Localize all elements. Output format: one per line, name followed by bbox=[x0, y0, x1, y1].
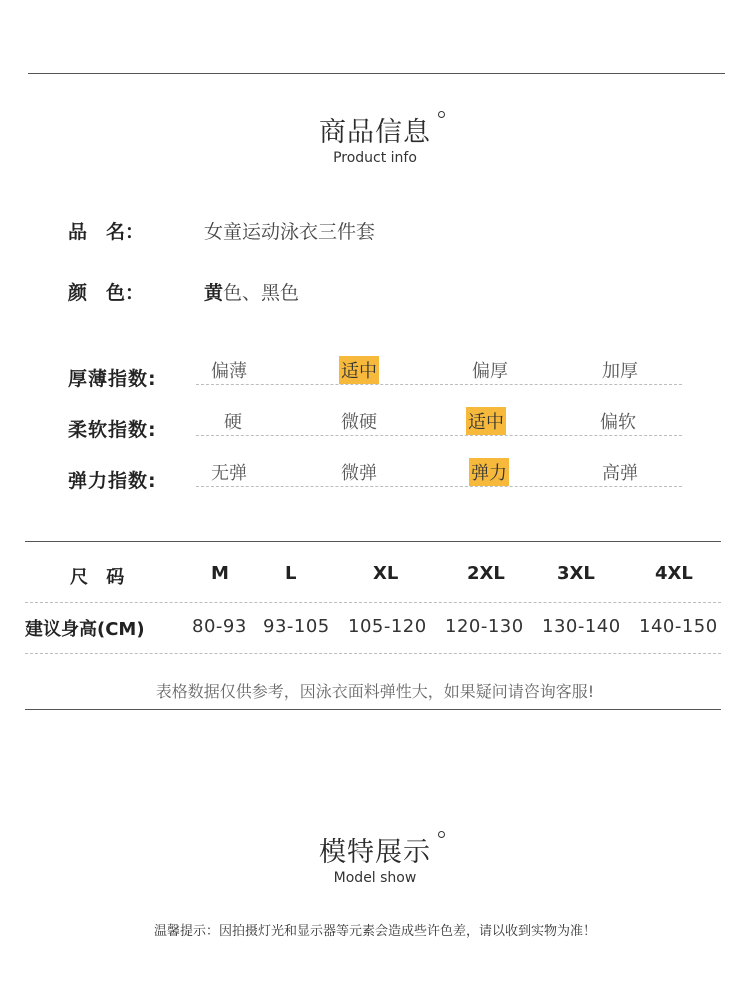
index-label: 柔软指数: bbox=[68, 419, 157, 441]
color-value-bold: 黄 bbox=[204, 282, 224, 304]
height-cell: 93-105 bbox=[263, 616, 330, 637]
index-option: 偏厚 bbox=[472, 361, 508, 382]
index-option: 无弹 bbox=[211, 463, 247, 484]
table-top-border bbox=[25, 541, 721, 542]
product-name-label: 品 名： bbox=[68, 221, 145, 243]
table-bottom-border bbox=[25, 709, 721, 710]
size-cell: M bbox=[211, 563, 229, 584]
product-info-subtitle: Product info bbox=[333, 150, 417, 166]
color-value bbox=[204, 278, 299, 305]
height-cell: 140-150 bbox=[639, 616, 718, 637]
index-label: 弹力指数: bbox=[68, 470, 157, 492]
model-show-title: 模特展示 bbox=[319, 837, 431, 868]
table-row-divider bbox=[25, 602, 721, 603]
size-cell: L bbox=[285, 563, 297, 584]
color-difference-tip: 温馨提示：因拍摄灯光和显示器等元素会造成些许色差，请以收到实物为准！ bbox=[153, 924, 596, 939]
size-table-note: 表格数据仅供参考，因泳衣面料弹性大，如果疑问请咨询客服! bbox=[155, 682, 595, 701]
height-cell: 130-140 bbox=[542, 616, 621, 637]
table-row-divider bbox=[25, 653, 721, 654]
product-name-value: 女童运动泳衣三件套 bbox=[204, 221, 376, 243]
index-option: 偏软 bbox=[600, 412, 636, 433]
index-option-selected: 适中 bbox=[339, 356, 379, 384]
height-cell: 80-93 bbox=[192, 616, 247, 637]
index-dotted-line bbox=[196, 384, 682, 385]
index-option-selected: 适中 bbox=[466, 407, 506, 435]
degree-mark-icon bbox=[438, 111, 445, 118]
index-option: 高弹 bbox=[602, 463, 638, 484]
height-cell: 105-120 bbox=[348, 616, 427, 637]
size-cell: 2XL bbox=[467, 563, 505, 584]
product-info-title: 商品信息 bbox=[319, 117, 431, 148]
index-dotted-line bbox=[196, 435, 682, 436]
color-label: 颜 色： bbox=[68, 282, 145, 304]
index-option: 微弹 bbox=[341, 463, 377, 484]
size-cell: 3XL bbox=[557, 563, 595, 584]
height-header: 建议身高(CM) bbox=[25, 619, 145, 640]
degree-mark-icon bbox=[438, 831, 445, 838]
size-cell: 4XL bbox=[655, 563, 693, 584]
index-dotted-line bbox=[196, 486, 682, 487]
index-option: 偏薄 bbox=[211, 361, 247, 382]
height-cell: 120-130 bbox=[445, 616, 524, 637]
index-label: 厚薄指数: bbox=[68, 368, 157, 390]
size-cell: XL bbox=[373, 563, 399, 584]
color-value-rest: 色、黑色 bbox=[223, 282, 300, 304]
top-divider bbox=[28, 73, 725, 74]
model-show-subtitle: Model show bbox=[333, 870, 417, 886]
index-option-selected: 弹力 bbox=[469, 458, 509, 486]
size-header: 尺 码 bbox=[70, 567, 131, 588]
index-option: 微硬 bbox=[341, 412, 377, 433]
index-option: 硬 bbox=[224, 412, 242, 433]
index-option: 加厚 bbox=[602, 361, 638, 382]
